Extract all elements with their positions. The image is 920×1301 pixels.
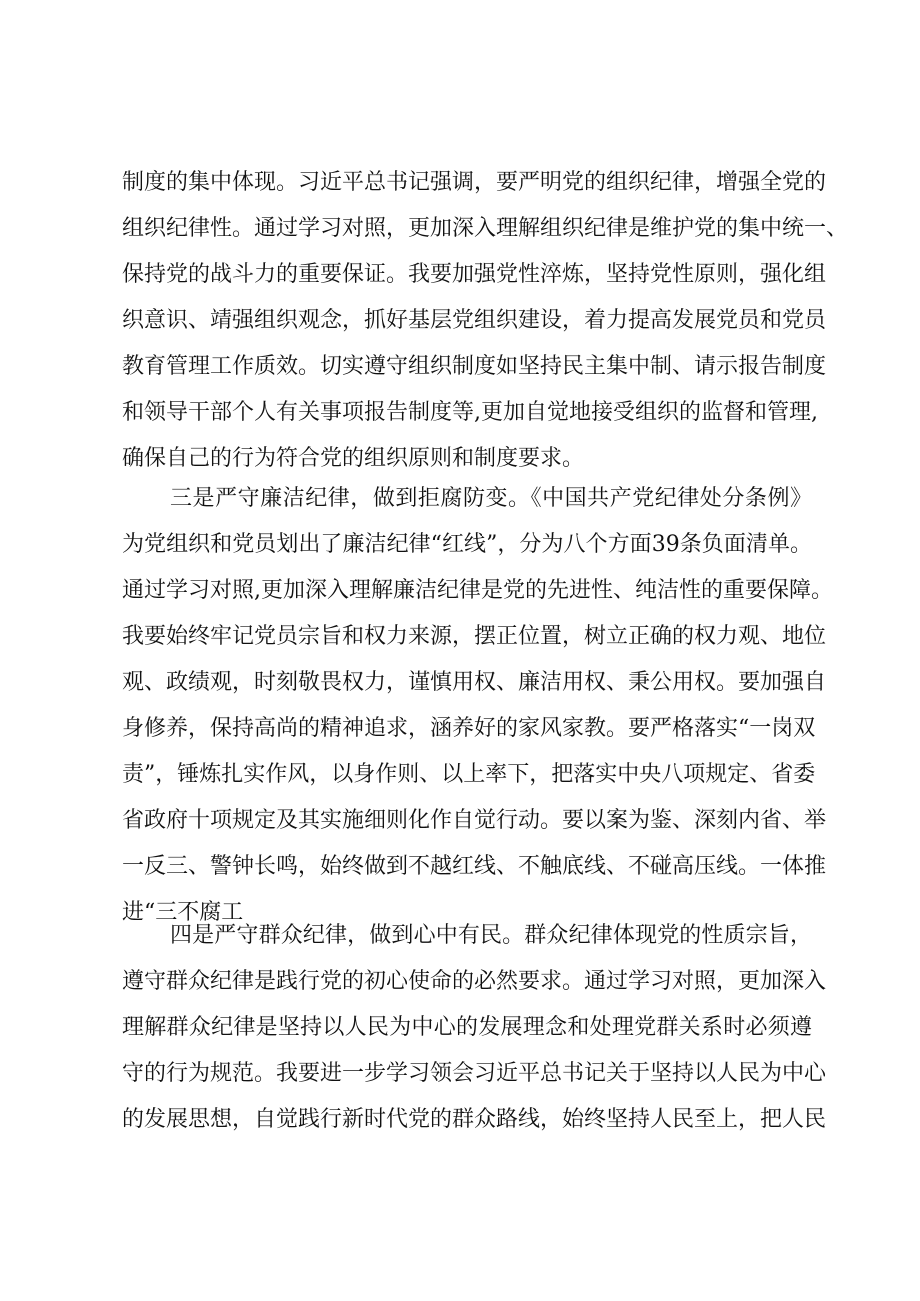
text-line: 观、政绩观，时刻敬畏权力，谨慎用权、廉洁用权、秉公用权。要加强自 <box>122 670 827 695</box>
text-line: 进“三不腐工 <box>122 900 244 925</box>
text-line: 保持党的战斗力的重要保证。我要加强党性淬炼，坚持党性原则，强化组 <box>122 262 827 287</box>
text-line: 责”，锤炼扎实作风，以身作则、以上率下，把落实中央八项规定、省委 <box>122 762 816 787</box>
text-line: 织意识、靖强组织观念，抓好基层党组织建设，着力提高发展党员和党员 <box>122 308 827 333</box>
text-line: 教育管理工作质效。切实遵守组织制度如坚持民主集中制、请示报告制度 <box>122 354 827 379</box>
text-line: 一反三、警钟长鸣，始终做到不越红线、不触底线、不碰高压线。一体推 <box>122 854 827 879</box>
text-line: 确保自己的行为符合党的组织原则和制度要求。 <box>122 446 585 471</box>
text-line: 理解群众纪律是坚持以人民为中心的发展理念和处理党群关系时必须遵 <box>122 1015 812 1040</box>
text-line: 组织纪律性。通过学习对照，更加深入理解组织纪律是维护党的集中统一、 <box>122 216 849 241</box>
text-line: 三是严守廉洁纪律，做到拒腐防变。《中国共产党纪律处分条例》 <box>170 486 812 511</box>
paragraph-integrity-discipline <box>122 476 833 936</box>
paragraph-mass-discipline <box>122 913 827 1143</box>
text-line: 四是严守群众纪律，做到心中有民。群众纪律体现党的性质宗旨， <box>170 923 812 948</box>
text-line: 身修养，保持高尚的精神追求，涵养好的家风家教。要严格落实“一岗双 <box>122 716 816 741</box>
text-line: 省政府十项规定及其实施细则化作自觉行动。要以案为鉴、深刻内省、举 <box>122 808 827 833</box>
text-line: 守的行为规范。我要进一步学习领会习近平总书记关于坚持以人民为中心 <box>122 1061 827 1086</box>
text-line: 我要始终牢记党员宗旨和权力来源，摆正位置，树立正确的权力观、地位 <box>122 624 827 649</box>
text-line: 为党组织和党员划出了廉洁纪律“红线”，分为八个方面39条负面清单。 <box>122 532 812 557</box>
text-line: 通过学习对照,更加深入理解廉洁纪律是党的先进性、纯洁性的重要保障。 <box>122 578 833 603</box>
text-line: 遵守群众纪律是践行党的初心使命的必然要求。通过学习对照，更加深入 <box>122 969 827 994</box>
text-line: 和领导干部个人有关事项报告制度等,更加自觉地接受组织的监督和管理, <box>122 400 818 425</box>
text-line: 制度的集中体现。习近平总书记强调，要严明党的组织纪律，增强全党的 <box>122 170 827 195</box>
paragraph-organizational-discipline <box>122 160 849 482</box>
text-line: 的发展思想，自觉践行新时代党的群众路线，始终坚持人民至上，把人民 <box>122 1107 827 1132</box>
